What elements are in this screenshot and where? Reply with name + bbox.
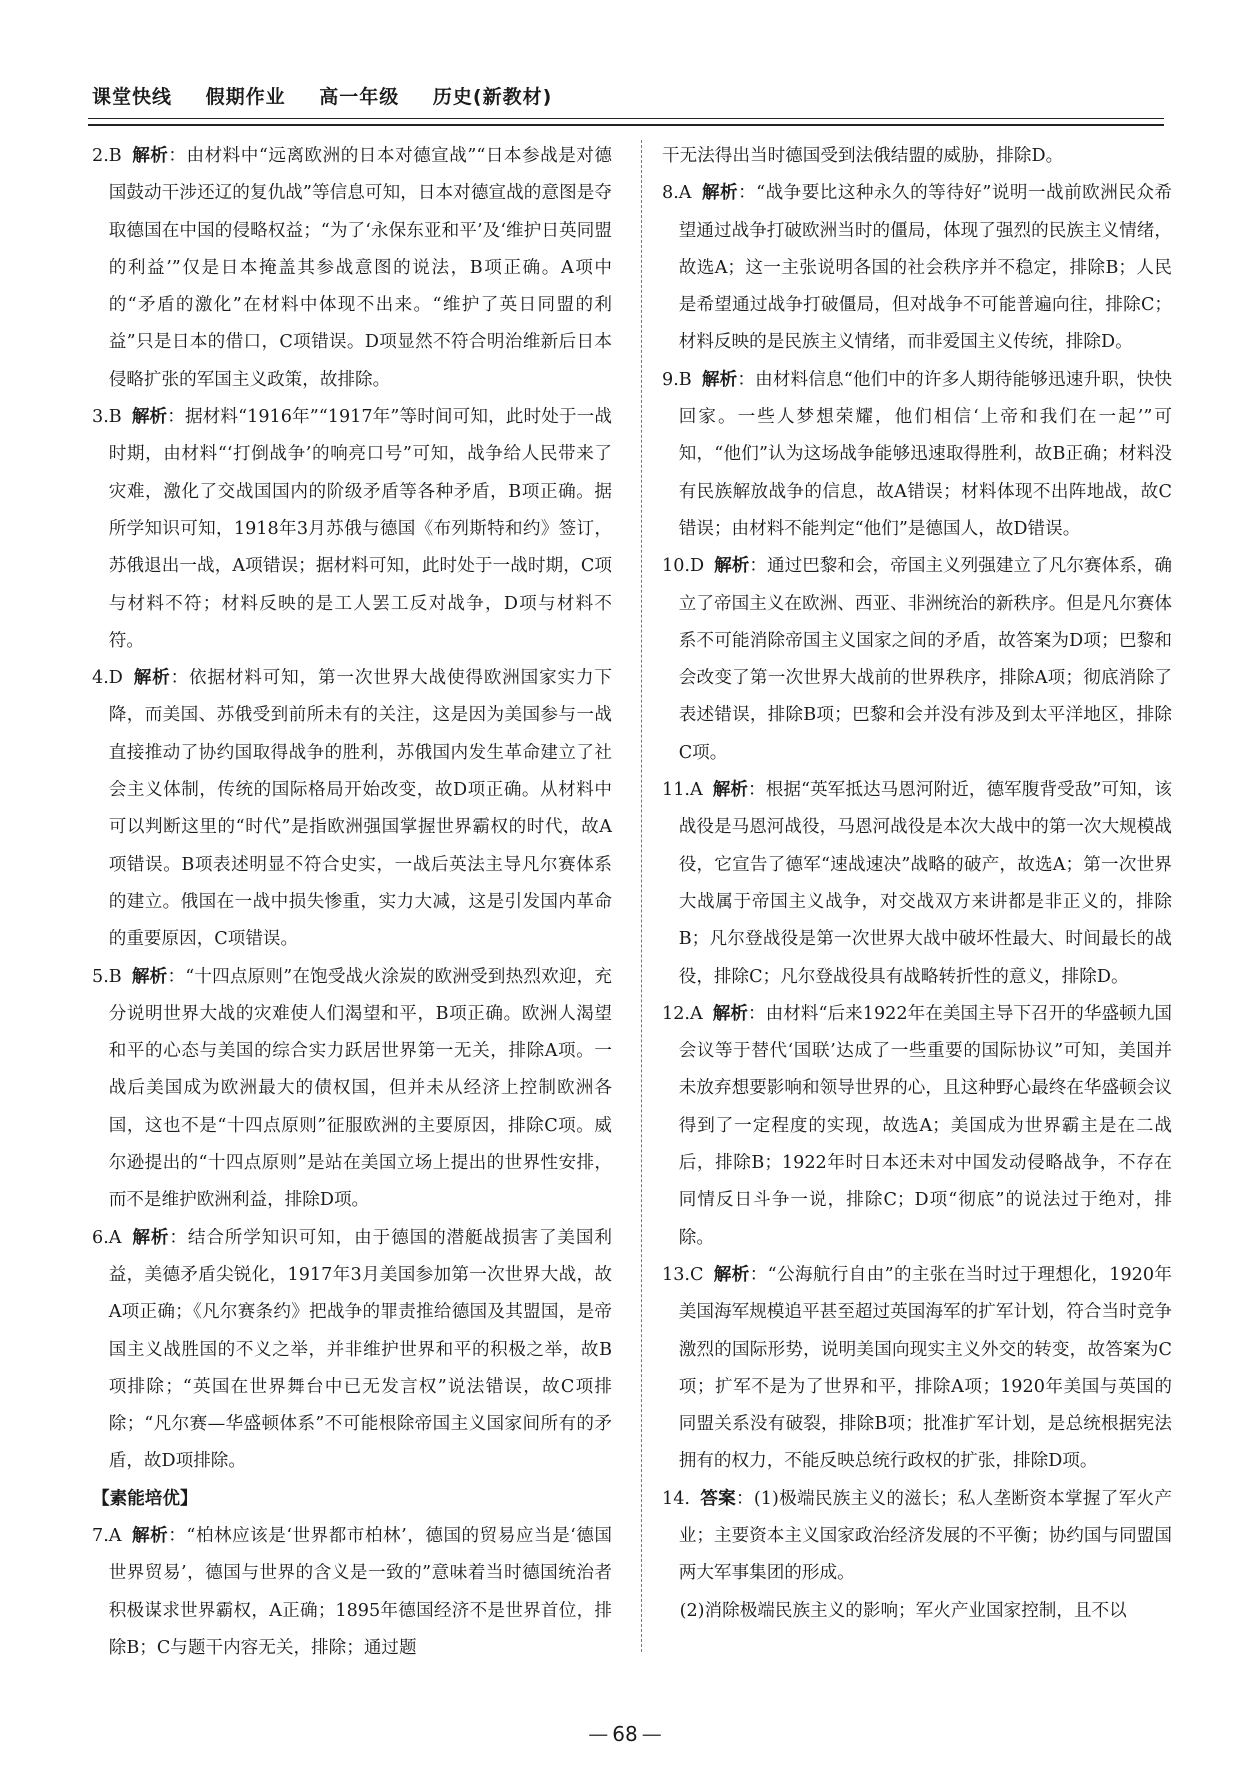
item-label: 解析 xyxy=(712,780,749,801)
item-text: ：由材料中“远离欧洲的日本对德宣战”“日本参战是对德国鼓动干涉还辽的复仇战”等信息可知，日本对德宣战的意图是夺取德国在中国的侵略权益；“为了‘永保东亚和平’及‘维护日英同盟的利益’”仅是日本掩盖其参战意图的说法，B项正确。A项中的“矛盾的激化”在材料中体现不出来。“维护了英日同盟的利益”只是日本的借口，C项错误。D项显然不符合明治维新后日本侵略扩张的军国主义政策，故排除。 xyxy=(108,146,612,390)
item-label: 解析 xyxy=(131,407,168,428)
answer-item xyxy=(662,548,1172,772)
item-label: 解析 xyxy=(131,966,168,987)
answer-item xyxy=(92,1220,612,1481)
item-label: 解析 xyxy=(131,1525,169,1546)
item-label: 答案 xyxy=(699,1488,737,1509)
item-text: ：结合所学知识可知，由于德国的潜艇战损害了美国利益，美德矛盾尖锐化，1917年3月美国参加第一次世界大战，故A项正确；《凡尔赛条约》把战争的罪责推给德国及其盟国，是帝国主义战胜国的不义之举，并非维护世界和平的积极之举，故B项排除；“英国在世界舞台中已无发言权”说法错误，故C项排除；“凡尔赛—华盛顿体系”不可能根除帝国主义国家间所有的矛盾，故D项排除。 xyxy=(108,1227,612,1472)
page-number: — 68 — xyxy=(0,1722,1250,1746)
item-text: ：根据“英军抵达马恩河附近，德军腹背受敌”可知，该战役是马恩河战役，马恩河战役是本次大战中的第一次大规模战役，它宣告了德军“速战速决”战略的破产，故选A；第一次世界大战属于帝国主义战争，对交战双方来讲都是非正义的，排除B；凡尔登战役是第一次世界大战中破坏性最大、时间最长的战役，排除C；凡尔登战役具有战略转折性的意义，排除D。 xyxy=(678,780,1172,987)
answer-item xyxy=(662,1257,1172,1481)
header-rule-thin xyxy=(88,118,1164,119)
item-label: 解析 xyxy=(713,1264,750,1285)
right-column xyxy=(662,138,1172,1630)
left-column xyxy=(92,138,612,1667)
item-text: ：“十四点原则”在饱受战火涂炭的欧洲受到热烈欢迎，充分说明世界大战的灾难使人们渴望和平，B项正确。欧洲人渴望和平的心态与美国的综合实力跃居世界第一无关，排除A项。一战后美国成为欧洲最大的债权国，但并未从经济上控制欧洲各国，这也不是“十四点原则”征服欧洲的主要原因，排除C项。威尔逊提出的“十四点原则”是站在美国立场上提出的世界性安排，而不是维护欧洲利益，排除D项。 xyxy=(108,966,612,1211)
answer-item xyxy=(662,996,1172,1257)
answer-item xyxy=(662,1481,1172,1593)
item-text: ：依据材料可知，第一次世界大战使得欧洲国家实力下降，而美国、苏俄受到前所未有的关注，这是因为美国参与一战直接推动了协约国取得战争的胜利，苏俄国内发生革命建立了社会主义体制，传统的国际格局开始改变，故D项正确。从材料中可以判断这里的“时代”是指欧洲强国掌握世界霸权的时代，故A项错误。B项表述明显不符合史实，一战后英法主导凡尔赛体系的建立。俄国在一战中损失惨重，实力大减，这是引发国内革命的重要原因，C项错误。 xyxy=(108,668,612,950)
item-number: 10.D xyxy=(662,556,705,577)
item-text: ：“战争要比这种永久的等待好”说明一战前欧洲民众希望通过战争打破欧洲当时的僵局，体现了强烈的民族主义情绪，故选A；这一主张说明各国的社会秩序并不稳定，排除B；人民是希望通过战争打破僵局，但对战争不可能普遍向往，排除C；材料反映的是民族主义情绪，而非爱国主义传统，排除D。 xyxy=(678,183,1172,353)
item-number: 9.B xyxy=(662,369,692,390)
item-label: 解析 xyxy=(712,1003,748,1024)
item-number: 5.B xyxy=(92,966,122,987)
page-header xyxy=(92,82,578,109)
answer-item xyxy=(662,772,1172,996)
item-text: ：“柏林应该是‘世界都市柏林’，德国的贸易应当是‘德国世界贸易’，德国与世界的含义是一致的”意味着当时德国统治者积极谋求世界霸权，A正确；1895年德国经济不是世界首位，排除B；C与题干内容无关，排除；通过题 xyxy=(108,1525,612,1658)
answer-part-2: (2)消除极端民族主义的影响；军火产业国家控制，且不以 xyxy=(679,1600,1127,1621)
item-number: 7.A xyxy=(92,1525,122,1546)
item-text: ：由材料“后来1922年在美国主导下召开的华盛顿九国会议等于替代‘国联’达成了一些重要的国际协议”可知，美国并未放弃想要影响和领导世界的心，且这种野心最终在华盛顿会议得到了一定程度的实现，故选A；美国成为世界霸主是在二战后，排除B；1922年时日本还未对中国发动侵略战争，不存在同情反日斗争一说，排除C；D项“彻底”的说法过于绝对，排除。 xyxy=(678,1003,1172,1248)
item-text: ：(1)极端民族主义的滋长；私人垄断资本掌握了军火产业；主要资本主义国家政治经济发展的不平衡；协约国与同盟国两大军事集团的形成。 xyxy=(678,1488,1172,1584)
item-text: ：由材料信息“他们中的许多人期待能够迅速升职，快快回家。一些人梦想荣耀，他们相信‘上帝和我们在一起’”可知，“他们”认为这场战争能够迅速取得胜利，故B正确；材料没有民族解放战争的信息，故A错误；材料体现不出阵地战，故C错误；由材料不能判定“他们”是德国人，故D错误。 xyxy=(678,369,1172,539)
continued-text: 干无法得出当时德国受到法俄结盟的威胁，排除D。 xyxy=(662,146,1064,166)
item-text: ：通过巴黎和会，帝国主义列强建立了凡尔赛体系，确立了帝国主义在欧洲、西亚、非洲统治的新秩序。但是凡尔赛体系不可能消除帝国主义国家之间的矛盾，故答案为D项；巴黎和会改变了第一次世界大战前的世界秩序，排除A项；彻底消除了表述错误，排除B项；巴黎和会并没有涉及到太平洋地区，排除C项。 xyxy=(678,556,1172,763)
item-number: 11.A xyxy=(662,780,703,801)
header-rule-thick xyxy=(88,124,1164,126)
item-number: 13.C xyxy=(662,1264,704,1285)
item-label: 解析 xyxy=(131,1227,170,1248)
book-title: 课堂快线 xyxy=(92,86,173,108)
answer-item xyxy=(662,175,1172,361)
item-number: 14. xyxy=(662,1488,690,1509)
item-label: 解析 xyxy=(701,183,739,204)
item-number: 2.B xyxy=(92,146,122,166)
column-divider xyxy=(641,140,642,1652)
item-number: 8.A xyxy=(662,183,692,204)
grade-label: 高一年级 xyxy=(319,86,400,108)
answer-item xyxy=(92,660,612,958)
answer-item xyxy=(92,399,612,660)
item-label: 解析 xyxy=(131,146,169,166)
answer-item xyxy=(92,959,612,1220)
item-number: 12.A xyxy=(662,1003,703,1024)
item-number: 4.D xyxy=(92,668,123,689)
item-label: 解析 xyxy=(132,668,171,689)
item-number: 3.B xyxy=(92,407,122,428)
book-type: 假期作业 xyxy=(205,86,286,108)
answer-item xyxy=(92,1518,612,1667)
item-number: 6.A xyxy=(92,1227,122,1248)
subject-label: 历史(新教材) xyxy=(432,86,553,108)
section-heading: 【素能培优】 xyxy=(92,1488,198,1509)
item-label: 解析 xyxy=(701,369,738,390)
answer-item xyxy=(92,138,612,399)
item-text: ：据材料“1916年”“1917年”等时间可知，此时处于一战时期，由材料“‘打倒战争’的响亮口号”可知，战争给人民带来了灾难，激化了交战国国内的阶级矛盾等各种矛盾，B项正确。据所学知识可知，1918年3月苏俄与德国《布列斯特和约》签订，苏俄退出一战，A项错误；据材料可知，此时处于一战时期，C项与材料不符；材料反映的是工人罢工反对战争，D项与材料不符。 xyxy=(108,407,612,651)
item-text: ：“公海航行自由”的主张在当时过于理想化，1920年美国海军规模追平甚至超过英国海军的扩军计划，符合当时竞争激烈的国际形势，说明美国向现实主义外交的转变，故答案为C项；扩军不是为了世界和平，排除A项；1920年美国与英国的同盟关系没有破裂，排除B项；批准扩军计划，是总统根据宪法拥有的权力，不能反映总统行政权的扩张，排除D项。 xyxy=(678,1264,1172,1472)
answer-item xyxy=(662,362,1172,548)
item-label: 解析 xyxy=(714,556,750,577)
